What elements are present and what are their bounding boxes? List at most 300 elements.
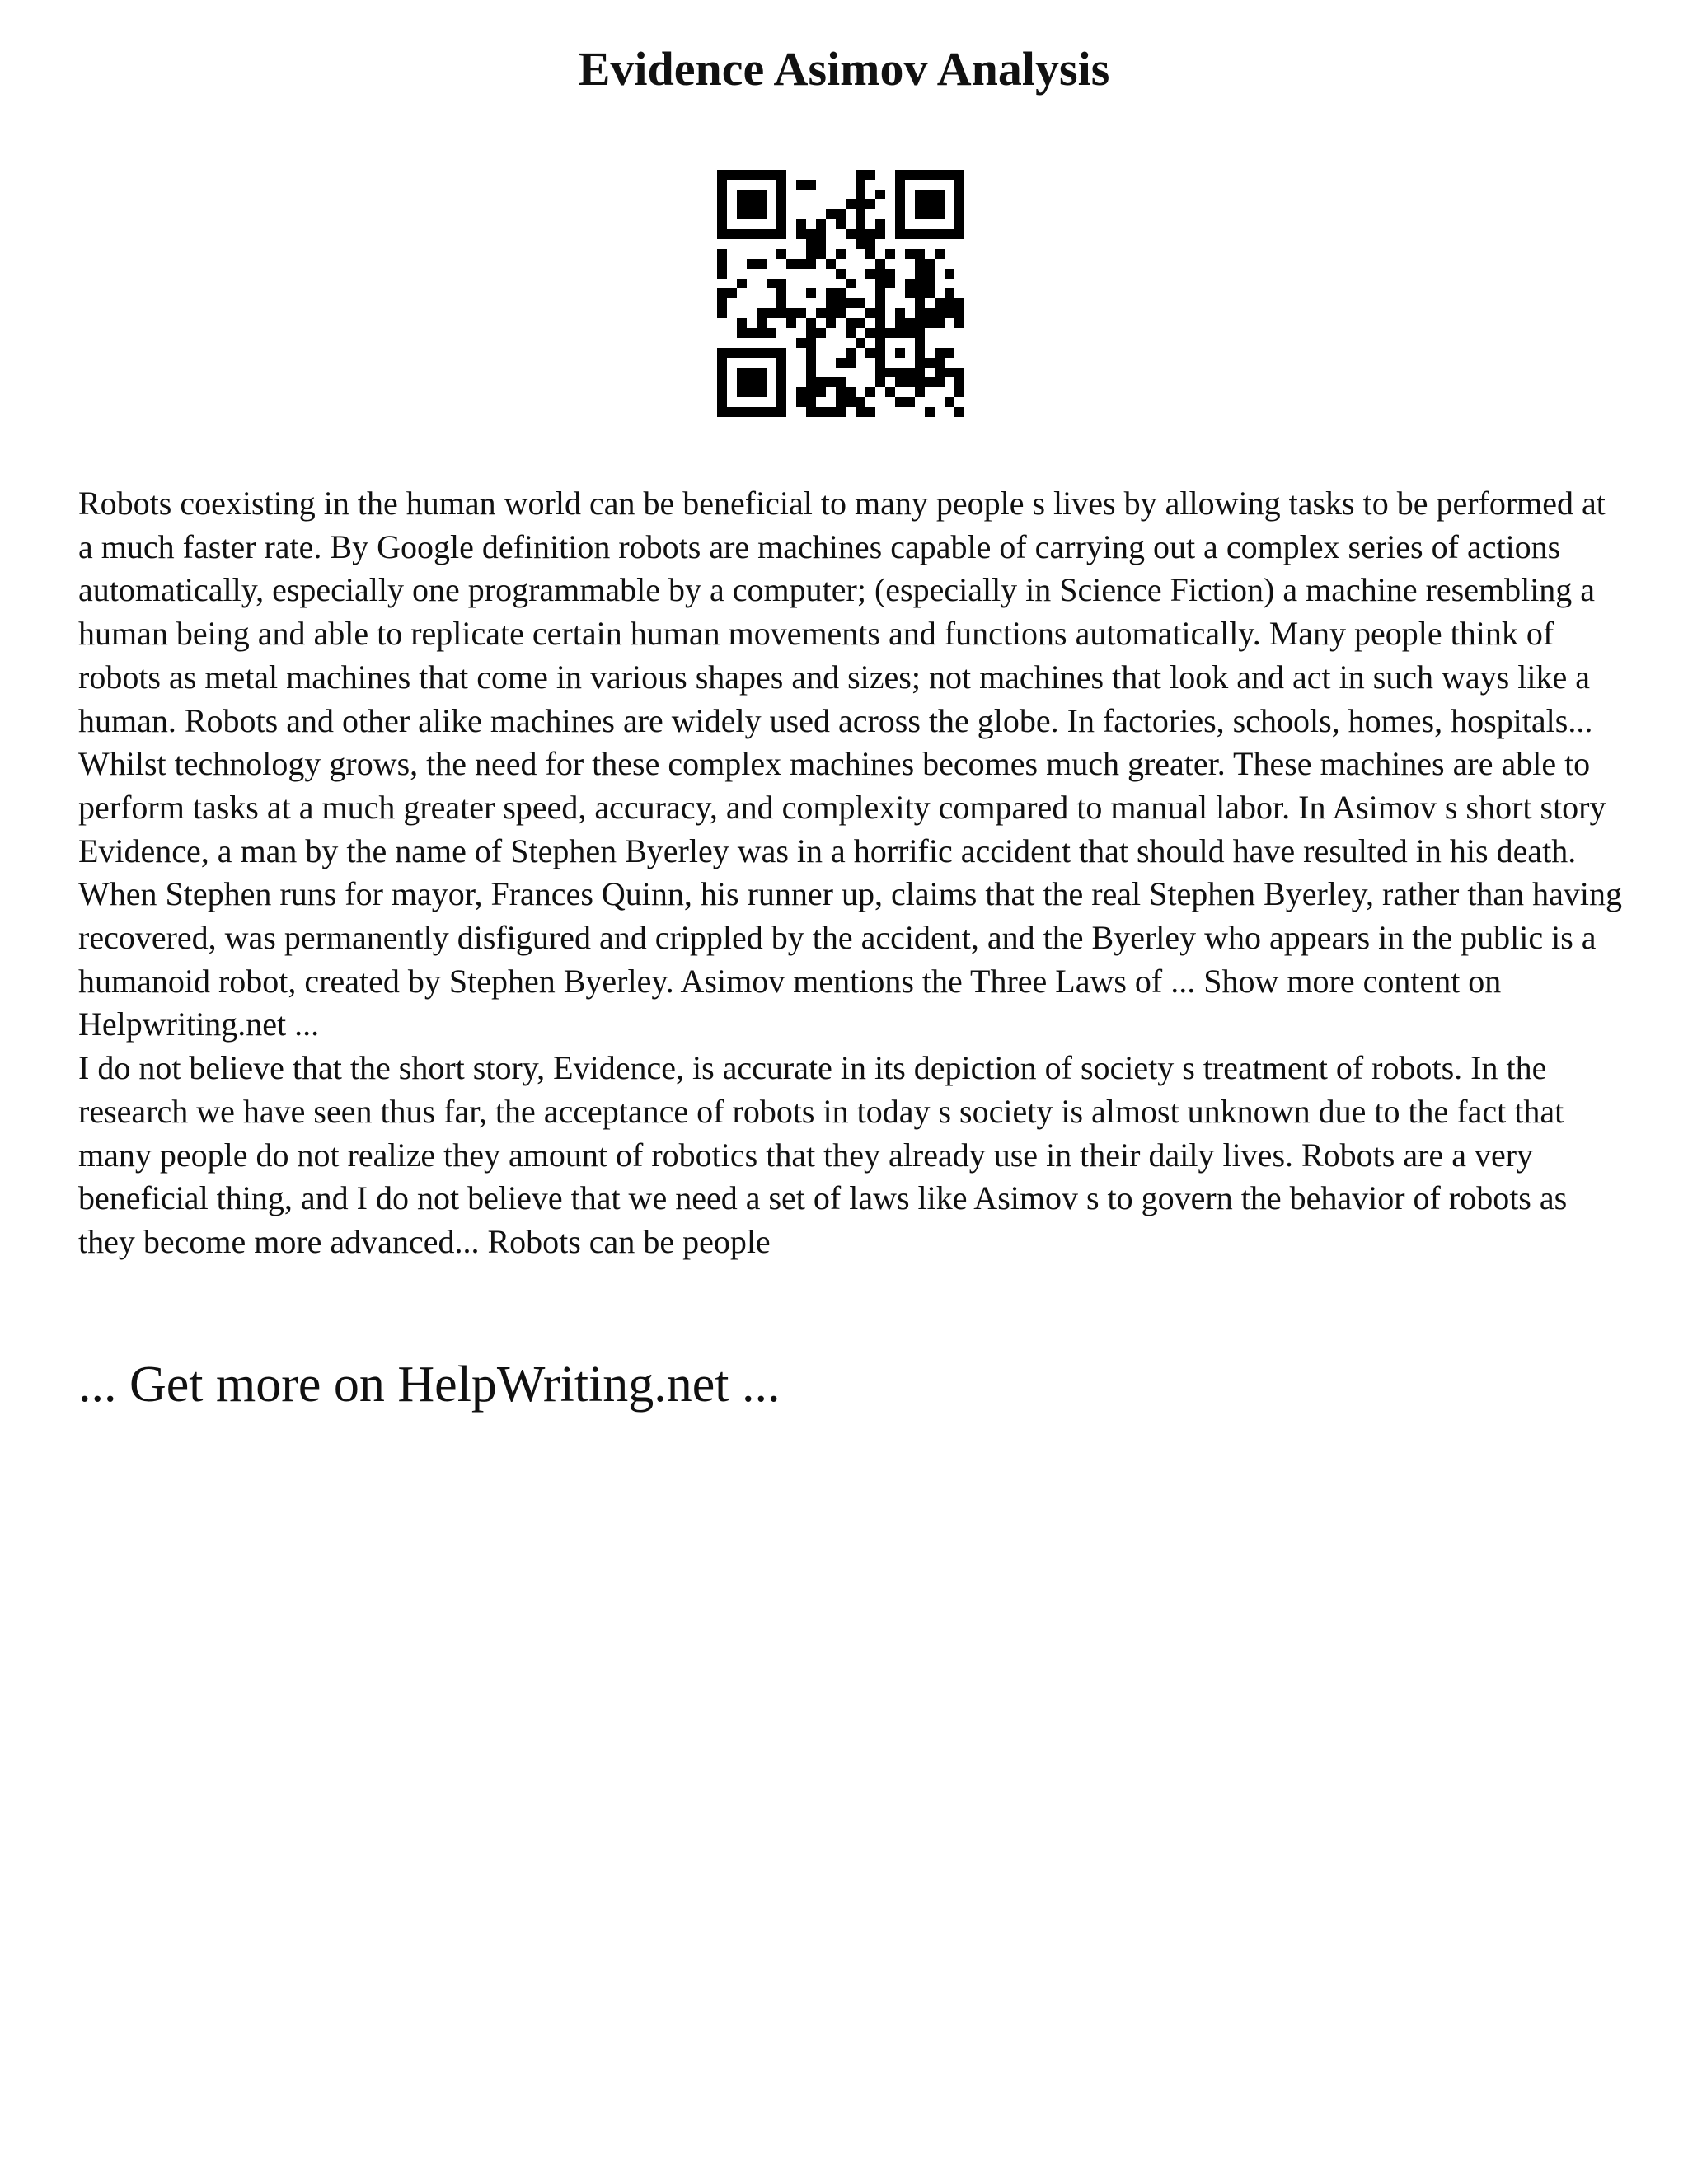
qr-module	[717, 298, 727, 308]
qr-module	[717, 170, 727, 180]
qr-module	[767, 229, 776, 239]
qr-module	[915, 279, 925, 288]
qr-module	[915, 199, 925, 209]
qr-module	[945, 229, 954, 239]
qr-module	[915, 288, 925, 298]
qr-module	[905, 328, 915, 338]
qr-module	[915, 387, 925, 397]
qr-module	[737, 318, 747, 328]
qr-module	[806, 387, 816, 397]
qr-module	[945, 348, 954, 358]
qr-module	[747, 348, 757, 358]
qr-module	[915, 318, 925, 328]
qr-module	[786, 308, 796, 318]
qr-module	[895, 229, 905, 239]
qr-module	[875, 298, 885, 308]
qr-module	[846, 358, 856, 368]
qr-module	[915, 190, 925, 199]
qr-module	[747, 209, 757, 219]
qr-module	[737, 190, 747, 199]
qr-module	[945, 308, 954, 318]
qr-module	[935, 199, 945, 209]
qr-module	[826, 318, 836, 328]
qr-module	[865, 229, 875, 239]
qr-module	[776, 288, 786, 298]
qr-module	[806, 397, 816, 407]
qr-module	[796, 387, 806, 397]
qr-module	[836, 249, 846, 259]
qr-module	[757, 308, 767, 318]
qr-module	[826, 288, 836, 298]
qr-module	[915, 259, 925, 269]
qr-module	[747, 229, 757, 239]
qr-module	[895, 170, 905, 180]
qr-module	[935, 348, 945, 358]
qr-module	[737, 229, 747, 239]
qr-module	[954, 318, 964, 328]
qr-module	[875, 338, 885, 348]
qr-module	[865, 239, 875, 249]
qr-module	[915, 377, 925, 387]
qr-module	[846, 387, 856, 397]
qr-module	[856, 318, 865, 328]
qr-module	[757, 170, 767, 180]
qr-module	[846, 279, 856, 288]
qr-module	[717, 180, 727, 190]
qr-module	[717, 199, 727, 209]
qr-module	[737, 348, 747, 358]
qr-module	[747, 170, 757, 180]
qr-module	[757, 328, 767, 338]
qr-module	[806, 249, 816, 259]
qr-module	[954, 229, 964, 239]
qr-module	[806, 368, 816, 377]
qr-module	[915, 298, 925, 308]
qr-module	[836, 308, 846, 318]
qr-module	[875, 308, 885, 318]
qr-module	[905, 318, 915, 328]
qr-module	[846, 328, 856, 338]
qr-module	[776, 170, 786, 180]
qr-module	[865, 170, 875, 180]
qr-module	[816, 229, 826, 239]
qr-module	[935, 209, 945, 219]
qr-module	[717, 348, 727, 358]
qr-module	[806, 377, 816, 387]
qr-module	[895, 180, 905, 190]
qr-module	[875, 279, 885, 288]
qr-module	[816, 377, 826, 387]
qr-module	[856, 219, 865, 229]
qr-module	[826, 209, 836, 219]
qr-module	[935, 170, 945, 180]
qr-module	[737, 387, 747, 397]
qr-module	[796, 397, 806, 407]
qr-module	[776, 180, 786, 190]
qr-module	[806, 288, 816, 298]
qr-module	[905, 368, 915, 377]
qr-module	[925, 288, 935, 298]
qr-module	[856, 338, 865, 348]
qr-module	[846, 229, 856, 239]
qr-module	[717, 358, 727, 368]
qr-module	[856, 209, 865, 219]
qr-module	[925, 209, 935, 219]
qr-module	[737, 407, 747, 417]
qr-module	[816, 219, 826, 229]
qr-module	[895, 190, 905, 199]
qr-module	[776, 407, 786, 417]
qr-module	[757, 318, 767, 328]
qr-module	[826, 377, 836, 387]
qr-module	[806, 229, 816, 239]
qr-module	[727, 288, 737, 298]
qr-module	[954, 387, 964, 397]
qr-module	[925, 377, 935, 387]
qr-module	[727, 348, 737, 358]
qr-module	[865, 387, 875, 397]
body-text: Robots coexisting in the human world can be beneficial to many people s lives by allowing tasks to be performed at a much faster rate. By Google definition robots are machines capable of carrying out a complex series of actions automatically, especially one programmable by a computer; (especially in Science Fiction) a machine resembling a human being and able to replicate certain human movements and functions automatically. Many people think of robots as metal machines that come in various shapes and sizes; not machines that look and act in such ways like a human. Robots and other alike machines are widely used across the globe. In factories, schools, homes, hospitals... Whilst technology grows, the need for these complex machines becomes much greater. These machines are able to perform tasks at a much greater speed, accuracy, and complexity compared to manual labor. In Asimov s short story Evidence, a man by the name of Stephen Byerley was in a horrific accident that should have resulted in his death. When Stephen runs for mayor, Frances Quinn, his runner up, claims that the real Stephen Byerley, rather than having recovered, was permanently disfigured and crippled by the accident, and the Byerley who appears in the public is a humanoid robot, created by Stephen Byerley. Asimov mentions the Three Laws of ... Show more content on Helpwriting.net ... I do not believe that the short story, Evidence, is accurate in its depiction of society s treatment of robots. In the research we have seen thus far, the acceptance of robots in today s society is almost unknown due to the fact that many people do not realize they amount of robotics that they already use in their daily lives. Robots are a very beneficial thing, and I do not believe that we need a set of laws like Asimov s to govern the behavior of robots as they become more advanced... Robots can be people	[78, 485, 1623, 1260]
qr-module	[935, 249, 945, 259]
qr-module	[865, 328, 875, 338]
qr-module	[925, 190, 935, 199]
qr-module	[875, 318, 885, 328]
qr-module	[875, 190, 885, 199]
qr-module	[865, 407, 875, 417]
qr-module	[786, 259, 796, 269]
qr-module	[757, 377, 767, 387]
qr-module	[895, 318, 905, 328]
qr-module	[717, 269, 727, 279]
qr-module	[767, 308, 776, 318]
qr-module	[757, 259, 767, 269]
qr-module	[935, 377, 945, 387]
qr-module	[796, 219, 806, 229]
qr-module	[856, 397, 865, 407]
qr-module	[954, 219, 964, 229]
qr-module	[954, 209, 964, 219]
qr-module	[915, 328, 925, 338]
qr-module	[915, 249, 925, 259]
qr-module	[856, 190, 865, 199]
qr-module	[875, 288, 885, 298]
qr-module	[816, 387, 826, 397]
qr-module	[836, 407, 846, 417]
qr-module	[915, 358, 925, 368]
qr-module	[885, 279, 895, 288]
qr-module	[935, 368, 945, 377]
qr-module	[905, 279, 915, 288]
qr-module	[954, 180, 964, 190]
qr-module	[757, 199, 767, 209]
qr-module	[925, 308, 935, 318]
qr-module	[737, 199, 747, 209]
qr-module	[865, 199, 875, 209]
qr-module	[895, 308, 905, 318]
qr-module	[776, 209, 786, 219]
qr-module	[865, 249, 875, 259]
qr-module	[836, 269, 846, 279]
qr-module	[885, 368, 895, 377]
qr-module	[915, 348, 925, 358]
qr-module	[757, 387, 767, 397]
qr-module	[717, 407, 727, 417]
qr-module	[806, 328, 816, 338]
qr-module	[905, 170, 915, 180]
qr-module	[776, 397, 786, 407]
qr-module	[935, 229, 945, 239]
qr-module	[836, 358, 846, 368]
qr-module	[757, 190, 767, 199]
qr-module	[905, 229, 915, 239]
qr-module	[806, 338, 816, 348]
qr-module	[846, 318, 856, 328]
qr-module	[945, 368, 954, 377]
qr-module	[767, 170, 776, 180]
qr-module	[945, 298, 954, 308]
qr-module	[925, 407, 935, 417]
qr-module	[875, 229, 885, 239]
qr-module	[856, 298, 865, 308]
qr-module	[875, 269, 885, 279]
qr-module	[767, 279, 776, 288]
qr-module	[945, 269, 954, 279]
qr-module	[806, 318, 816, 328]
qr-module	[895, 219, 905, 229]
qr-module	[776, 358, 786, 368]
qr-module	[846, 348, 856, 358]
qr-module	[826, 298, 836, 308]
qr-module	[895, 348, 905, 358]
qr-module	[767, 328, 776, 338]
qr-module	[895, 377, 905, 387]
qr-module	[816, 328, 826, 338]
qr-module	[806, 348, 816, 358]
qr-module	[747, 377, 757, 387]
qr-module	[885, 249, 895, 259]
qr-module	[717, 229, 727, 239]
qr-module	[915, 368, 925, 377]
qr-module	[875, 377, 885, 387]
qr-module	[925, 358, 935, 368]
qr-code-graphic	[717, 170, 964, 417]
qr-module	[836, 209, 846, 219]
qr-module	[865, 348, 875, 358]
qr-module	[915, 229, 925, 239]
qr-module	[915, 338, 925, 348]
qr-module	[717, 397, 727, 407]
qr-module	[737, 279, 747, 288]
qr-module	[806, 259, 816, 269]
qr-module	[776, 377, 786, 387]
qr-module	[895, 368, 905, 377]
qr-module	[875, 328, 885, 338]
qr-module	[776, 387, 786, 397]
qr-module	[816, 407, 826, 417]
qr-module	[954, 377, 964, 387]
qr-module	[895, 328, 905, 338]
qr-module	[836, 377, 846, 387]
qr-module	[796, 229, 806, 239]
qr-module	[776, 368, 786, 377]
qr-module	[717, 190, 727, 199]
qr-module	[905, 377, 915, 387]
qr-module	[875, 348, 885, 358]
qr-code-icon	[717, 170, 964, 417]
qr-module	[846, 199, 856, 209]
qr-module	[816, 239, 826, 249]
qr-module	[856, 229, 865, 239]
qr-module	[925, 229, 935, 239]
qr-module	[717, 249, 727, 259]
qr-module	[954, 190, 964, 199]
qr-module	[915, 170, 925, 180]
qr-module	[747, 259, 757, 269]
qr-module	[875, 368, 885, 377]
qr-module	[915, 308, 925, 318]
qr-module	[776, 298, 786, 308]
qr-module	[796, 180, 806, 190]
qr-module	[747, 199, 757, 209]
qr-module	[856, 199, 865, 209]
qr-module	[717, 209, 727, 219]
qr-module	[935, 358, 945, 368]
qr-module	[905, 288, 915, 298]
qr-module	[925, 170, 935, 180]
qr-module	[796, 308, 806, 318]
qr-module	[935, 308, 945, 318]
qr-module	[846, 298, 856, 308]
qr-module	[935, 190, 945, 199]
qr-module	[895, 397, 905, 407]
qr-module	[885, 387, 895, 397]
qr-module	[737, 209, 747, 219]
qr-module	[865, 269, 875, 279]
qr-module	[925, 259, 935, 269]
qr-module	[776, 279, 786, 288]
qr-module	[945, 288, 954, 298]
qr-module	[717, 387, 727, 397]
qr-module	[816, 249, 826, 259]
qr-module	[737, 328, 747, 338]
qr-module	[776, 348, 786, 358]
qr-module	[925, 199, 935, 209]
qr-module	[776, 219, 786, 229]
qr-module	[776, 190, 786, 199]
qr-module	[826, 308, 836, 318]
qr-module	[776, 249, 786, 259]
qr-module	[836, 219, 846, 229]
qr-module	[925, 279, 935, 288]
qr-module	[776, 229, 786, 239]
qr-module	[935, 318, 945, 328]
qr-module	[757, 348, 767, 358]
qr-module	[717, 368, 727, 377]
qr-module	[786, 318, 796, 328]
qr-module	[895, 199, 905, 209]
qr-module	[856, 180, 865, 190]
qr-module	[836, 288, 846, 298]
get-more-link[interactable]: ... Get more on HelpWriting.net ...	[78, 1357, 781, 1413]
qr-module	[806, 180, 816, 190]
qr-module	[895, 209, 905, 219]
qr-module	[925, 318, 935, 328]
qr-module	[767, 348, 776, 358]
qr-module	[717, 288, 727, 298]
qr-module	[875, 219, 885, 229]
qr-module	[717, 377, 727, 387]
qr-module	[856, 239, 865, 249]
qr-module	[875, 259, 885, 269]
qr-module	[747, 387, 757, 397]
qr-module	[836, 298, 846, 308]
qr-module	[717, 219, 727, 229]
qr-module	[826, 259, 836, 269]
qr-module	[757, 229, 767, 239]
qr-module	[905, 249, 915, 259]
qr-module	[776, 308, 786, 318]
qr-module	[776, 199, 786, 209]
qr-module	[954, 308, 964, 318]
qr-module	[727, 229, 737, 239]
qr-module	[875, 358, 885, 368]
qr-module	[954, 298, 964, 308]
qr-module	[836, 387, 846, 397]
qr-module	[806, 407, 816, 417]
qr-module	[727, 407, 737, 417]
qr-module	[737, 170, 747, 180]
qr-module	[865, 308, 875, 318]
qr-module	[717, 259, 727, 269]
qr-module	[757, 209, 767, 219]
qr-module	[945, 170, 954, 180]
qr-module	[846, 397, 856, 407]
qr-module	[856, 407, 865, 417]
qr-module	[945, 397, 954, 407]
document-title: Evidence Asimov Analysis	[578, 42, 1110, 96]
qr-module	[885, 328, 895, 338]
qr-module	[717, 308, 727, 318]
qr-module	[737, 377, 747, 387]
qr-module	[737, 368, 747, 377]
qr-module	[806, 358, 816, 368]
qr-module	[747, 368, 757, 377]
qr-module	[826, 407, 836, 417]
qr-module	[954, 199, 964, 209]
qr-module	[796, 338, 806, 348]
qr-module	[757, 407, 767, 417]
qr-module	[796, 259, 806, 269]
qr-module	[747, 328, 757, 338]
qr-module	[757, 368, 767, 377]
qr-module	[915, 209, 925, 219]
qr-module	[954, 368, 964, 377]
qr-module	[954, 407, 964, 417]
qr-module	[836, 397, 846, 407]
qr-module	[935, 298, 945, 308]
qr-module	[885, 269, 895, 279]
qr-module	[816, 308, 826, 318]
qr-module	[727, 170, 737, 180]
qr-module	[925, 269, 935, 279]
qr-module	[856, 170, 865, 180]
qr-module	[747, 190, 757, 199]
qr-module	[954, 170, 964, 180]
qr-module	[767, 407, 776, 417]
qr-module	[747, 407, 757, 417]
qr-module	[915, 269, 925, 279]
qr-module	[905, 397, 915, 407]
